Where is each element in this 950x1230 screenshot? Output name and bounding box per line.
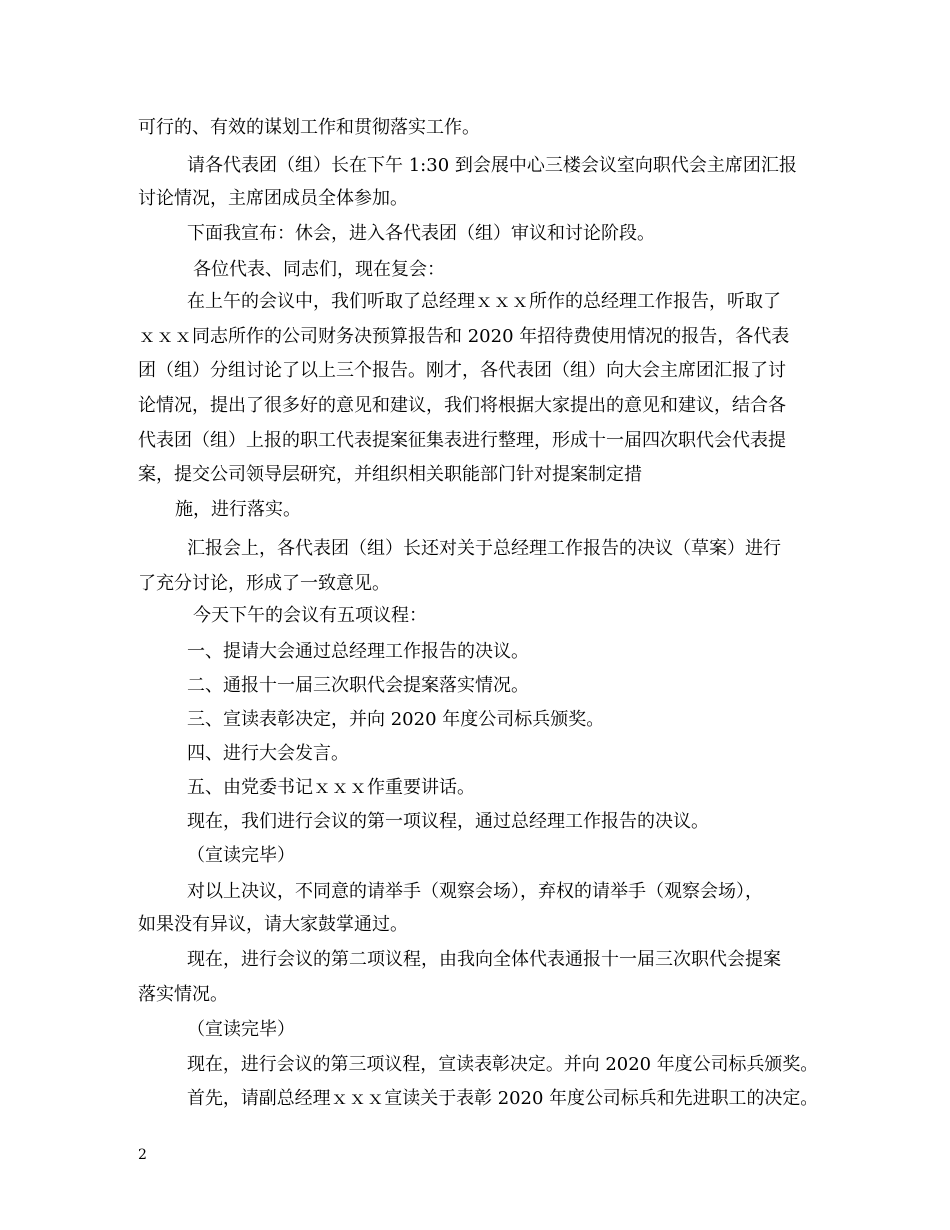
text-line: 了充分讨论，形成了一致意见。 [138,573,390,594]
text-line: 现在，我们进行会议的第一项议程，通过总经理工作报告的决议。 [187,811,709,832]
text-line: 现在，进行会议的第二项议程，由我向全体代表通报十一届三次职代会提案 [187,949,781,970]
text-line: （宣读完毕） [187,1019,295,1040]
text-line: 团（组）分组讨论了以上三个报告。刚才，各代表团（组）向大会主席团汇报了讨 [138,360,786,381]
text-line: 今天下午的会议有五项议程： [193,605,427,626]
text-line: 现在，进行会议的第三项议程，宣读表彰决定。并向 2020 年度公司标兵颁奖。 [187,1054,819,1075]
text-line: 三、宣读表彰决定，并向 2020 年度公司标兵颁奖。 [187,709,605,730]
page-number: 2 [138,1147,147,1163]
text-line: （宣读完毕） [187,845,295,866]
text-line: 四、进行大会发言。 [187,743,349,764]
text-line: 首先，请副总经理ｘｘｘ宣读关于表彰 2020 年度公司标兵和先进职工的决定。 [187,1088,819,1109]
text-line: 如果没有异议，请大家鼓掌通过。 [138,914,408,935]
text-line: 对以上决议，不同意的请举手（观察会场），弃权的请举手（观察会场）， [187,881,763,902]
text-line: 二、通报十一届三次职代会提案落实情况。 [187,675,529,696]
text-line: 在上午的会议中，我们听取了总经理ｘｘｘ所作的总经理工作报告，听取了 [187,291,781,312]
text-line: 各位代表、同志们，现在复会： [193,259,445,280]
text-line: 案，提交公司领导层研究，并组织相关职能部门针对提案制定措 [138,464,642,485]
text-line: 讨论情况，主席团成员全体参加。 [138,188,408,209]
text-line: 一、提请大会通过总经理工作报告的决议。 [187,641,529,662]
text-line: 下面我宣布：休会，进入各代表团（组）审议和讨论阶段。 [187,223,655,244]
text-line: 可行的、有效的谋划工作和贯彻落实工作。 [138,117,480,138]
text-line: 请各代表团（组）长在下午 1:30 到会展中心三楼会议室向职代会主席团汇报 [187,155,797,176]
text-line: 论情况，提出了很多好的意见和建议，我们将根据大家提出的意见和建议，结合各 [138,395,786,416]
text-line: 代表团（组）上报的职工代表提案征集表进行整理，形成十一届四次职代会代表提 [138,430,786,451]
text-line: 落实情况。 [138,984,228,1005]
text-line: 五、由党委书记ｘｘｘ作重要讲话。 [187,777,475,798]
text-line: 施，进行落实。 [175,499,301,520]
text-line: 汇报会上，各代表团（组）长还对关于总经理工作报告的决议（草案）进行 [187,538,781,559]
text-line: ｘｘｘ同志所作的公司财务决预算报告和 2020 年招待费使用情况的报告，各代表 [138,326,790,347]
